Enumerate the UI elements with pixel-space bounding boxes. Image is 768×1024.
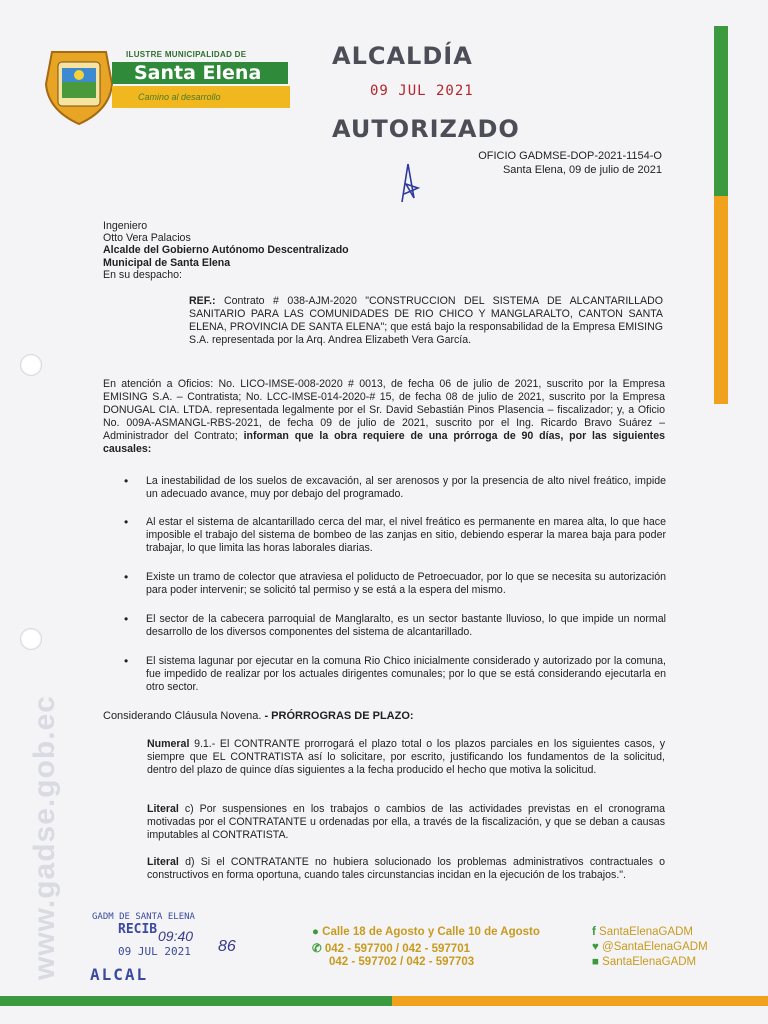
bottom-bar-orange [392,996,768,1006]
phone-icon: ✆ [312,943,322,955]
literal-c-paragraph [147,803,665,842]
place-date: Santa Elena, 09 de julio de 2021 [502,164,662,176]
intro-paragraph [103,378,665,456]
intro-text: En atención a Oficios: No. LICO-IMSE-008-2020 # 0013, de fecha 06 de julio de 2021, suscrito por la Empresa EMISING S.A. – Contratista; No. LCC-IMSE-014-2020-# 15, de fecha 08 de julio de 2021, suscrito por la Empresa DONUGAL CIA. LTDA. representada legalmente por el Sr. David Sebastián Pinos Plasencia – fiscalizador; y, a Oficio No. 009A-ASMANGL-RBS-2021, de fecha 09 de julio de 2021, suscrito por el Ing. Ricardo Bravo Suárez – Administrador del Contrato; [103,378,665,442]
side-bar-orange [714,196,728,404]
logo-top-text: ILUSTRE MUNICIPALIDAD DE [126,50,247,59]
clause-title: - PRÓRROGRAS DE PLAZO: [264,710,414,722]
bottom-bar-green [0,996,392,1006]
list-item: • El sistema lagunar por ejecutar en la comuna Rio Chico inicialmente considerado y autorizado por la comuna, fue impedido de realizar por los actuales dirigentes comunales; por lo que se está considerando ejecutarla en otro sector. [146,655,666,694]
logo-name: Santa Elena [112,62,288,84]
recipient-greeting: En su despacho: [103,268,182,281]
list-item: • Existe un tramo de colector que atraviesa el poliducto de Petroecuador, por lo que se necesita su autorización para poder intervenir; se solicitó tal permiso y se está a la espera del mismo. [146,571,666,597]
intro-bold: informan que la obra requiere de una prórroga de 90 días, por las siguientes causales: [103,430,665,455]
numeral-label: Numeral [147,738,190,750]
footer-contact [312,926,540,971]
received-stamp-footer: ALCAL [90,965,149,984]
stamp-alcaldia: ALCALDÍA [332,42,473,70]
literal-d-body: d) Si el CONTRATANTE no hubiera solucionado los problemas administrativos contractuales o constructivos en forma oportuna, cuando tales circunstancias incidan en la ejecución de los trabajos.". [147,856,666,881]
footer-phone-1: 042 - 597700 / 042 - 597701 [324,943,470,955]
footer-web[interactable]: SantaElenaGADM [602,956,697,968]
footer-social [592,926,708,971]
twitter-icon: ♥ [592,941,599,953]
location-icon: ● [312,926,319,938]
recipient-position: Alcalde del Gobierno Autónomo Descentralizado [103,244,349,257]
clause-heading [103,710,414,722]
oficio-code: OFICIO GADMSE-DOP-2021-1154-O [478,150,662,162]
list-item: • El sector de la cabecera parroquial de Manglaralto, es un sector bastante lluvioso, lo que impide un normal desarrollo de los diversos componentes del sistema de alcantarillado. [146,613,666,639]
list-item: • La inestabilidad de los suelos de excavación, al ser arenosos y por la presencia de alto nivel freático, impide un adecuado avance, muy por debajo del programado. [146,475,666,501]
received-stamp-time: 09:40 [158,928,194,944]
web-icon: ■ [592,956,599,968]
side-bar-green [714,26,728,196]
clause-intro: Considerando Cláusula Novena. [103,710,262,722]
footer-address: Calle 18 de Agosto y Calle 10 de Agosto [322,926,540,938]
footer-twitter[interactable]: @SantaElenaGADM [602,941,708,953]
punch-hole-bottom [20,628,42,650]
ref-body: Contrato # 038-AJM-2020 "CONSTRUCCION DEL SISTEMA DE ALCANTARILLADO SANITARIO PARA LAS COMUNIDADES DE RIO CHICO Y MANGLARALTO, CANTON SANTA ELENA, PROVINCIA DE SANTA ELENA"; que está bajo la responsabilidad de la Empresa EMISING S.A. representada por la Arq. Andrea Elizabeth Vera García. [189,295,663,346]
facebook-icon: f [592,926,596,938]
ref-label: REF.: [189,295,216,307]
punch-hole-top [20,354,42,376]
stamp-date: 09 JUL 2021 [370,83,474,99]
literal-d-paragraph [147,856,665,882]
stamp-autorizado: AUTORIZADO [332,115,520,143]
numeral-body: 9.1.- El CONTRANTE prorrogará el plazo total o los plazos parciales en los siguientes casos, y siempre que EL CONTRATISTA así lo solicitare, por escrito, justificando los fundamentos de la solicitud, dentro del plazo de quince días siguientes a la fecha producido el hecho que motiva la solicitud. [147,738,665,776]
website-watermark: www.gadse.gob.ec [28,695,61,980]
ref-paragraph [189,295,663,347]
numeral-paragraph [147,738,665,777]
received-stamp-number: 86 [218,938,236,955]
received-stamp-date: 09 JUL 2021 [118,945,191,958]
list-item: • Al estar el sistema de alcantarillado cerca del mar, el nivel freático es permanente en marea alta, lo que hace imposible el trabajo del sistema de bombeo de las zanjas en sitio, debiendo esperar la marea baja para poder trabajar, lo que limita las horas laborales diarias. [146,516,666,555]
recipient-block [103,220,349,281]
signature-scribble [396,158,426,206]
literal-c-label: Literal [147,803,179,815]
logo-tagline: Camino al desarrollo [112,86,290,108]
received-stamp-label: RECIB [118,922,158,937]
footer-facebook[interactable]: SantaElenaGADM [599,926,694,938]
literal-d-label: Literal [147,856,179,868]
footer-phone-2: 042 - 597702 / 042 - 597703 [329,956,475,968]
recipient-name: Otto Vera Palacios [103,232,191,245]
recipient-institution: Municipal de Santa Elena [103,256,231,269]
recipient-title: Ingeniero [103,220,148,232]
literal-c-body: c) Por suspensiones en los trabajos o cambios de las actividades previstas en el cronograma motivadas por el CONTRATANTE u ordenadas por ella, a través de la fiscalización, y que se deban a causas imputables al CONTRATISTA. [147,803,665,841]
municipality-seal [42,44,116,126]
received-stamp-header: GADM DE SANTA ELENA [92,912,195,922]
